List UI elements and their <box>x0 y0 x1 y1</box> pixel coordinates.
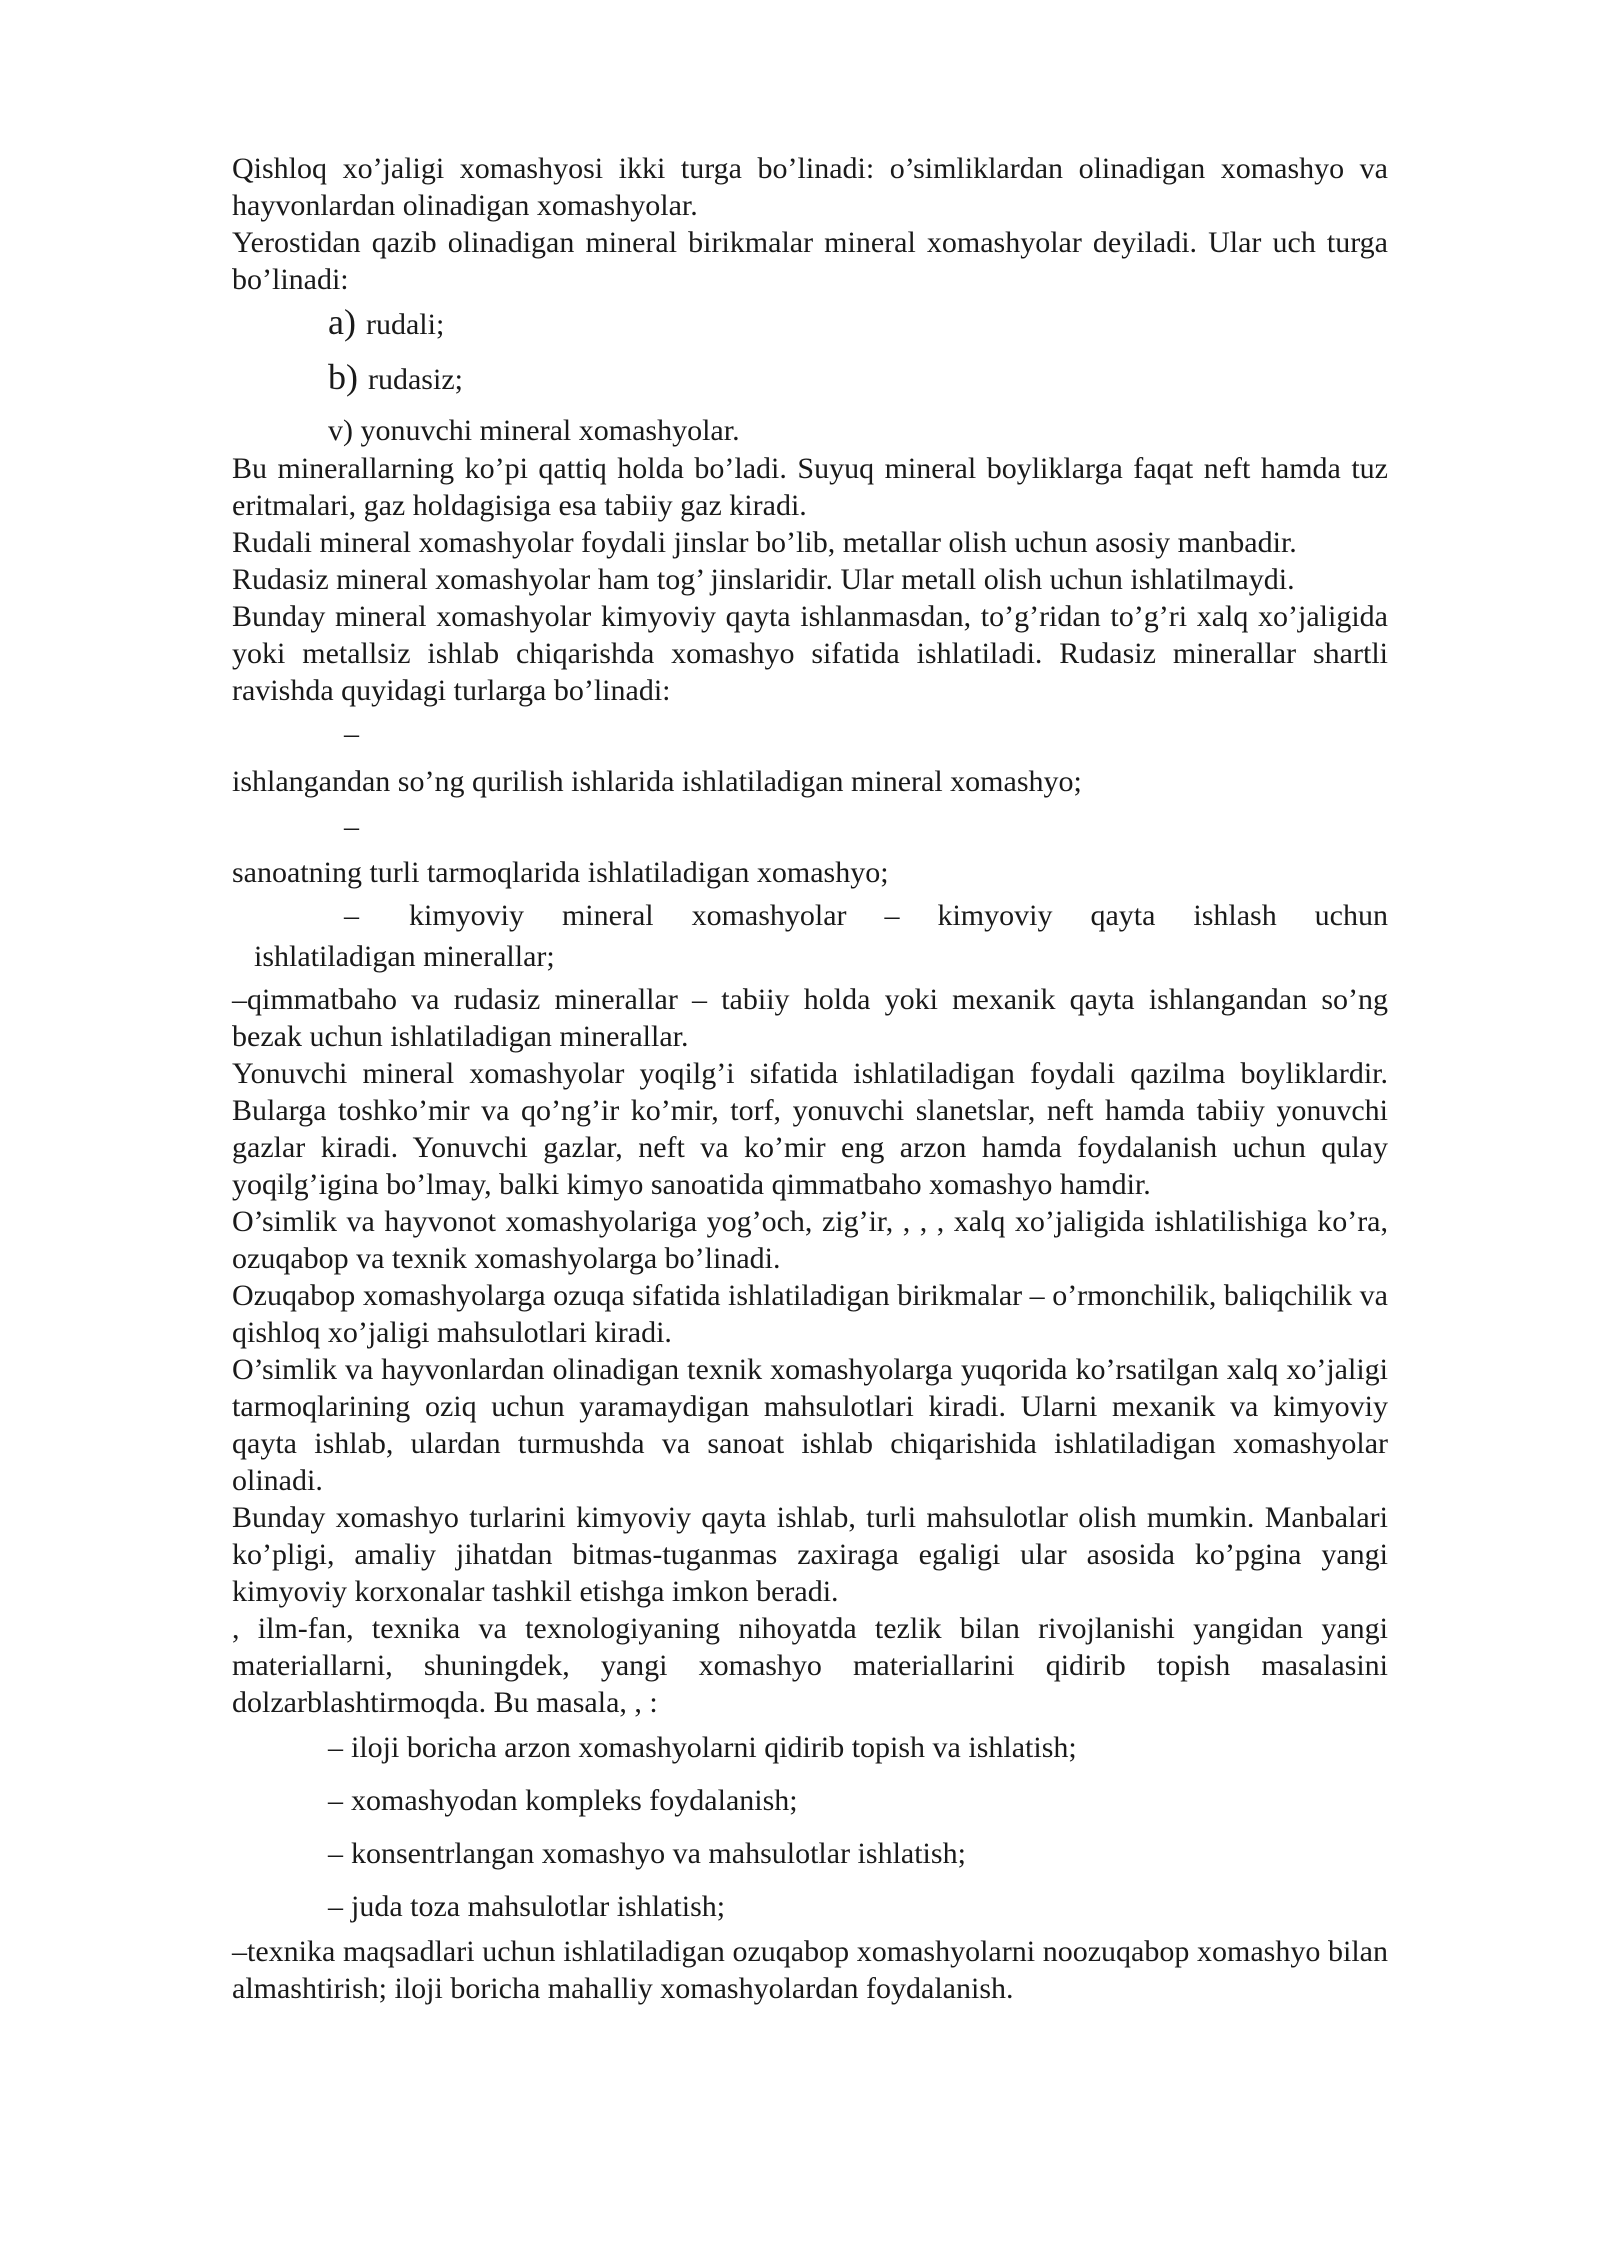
paragraph: Bunday xomashyo turlarini kimyoviy qayta ishlab, turli mahsulotlar olish mumkin. Manbalari ko’pligi, amaliy jihatdan bitmas-tuganmas zaxiraga egaligi ular asosida ko’pgina yangi kimyoviy korxonalar tashkil etishga imkon beradi. <box>232 1501 1388 1608</box>
paragraph: –texnika maqsadlari uchun ishlatiladigan ozuqabop xomashyolarni noozuqabop xomashyo bilan almashtirish; iloji boricha mahalliy xomashyolardan foydalanish. <box>232 1935 1388 2005</box>
paragraph: , ilm-fan, texnika va texnologiyaning nihoyatda tezlik bilan rivojlanishi yangidan yangi materiallarni, shuningdek, yangi xomashyo materiallarini qidirib topish masalasini dolzarblashtirmoqda. Bu masala, , : <box>232 1612 1388 1719</box>
list-text: konsentrlangan xomashyo va mahsulotlar ishlatish; <box>351 1837 966 1870</box>
list-item-b <box>232 357 1388 412</box>
list-marker: a) <box>328 302 356 342</box>
bullet-list <box>232 1721 1388 1933</box>
dash-marker: – <box>328 1731 343 1764</box>
list-item <box>232 1774 1388 1827</box>
list-item-v: v) yonuvchi mineral xomashyolar. <box>328 414 740 447</box>
paragraph: ishlangandan so’ng qurilish ishlarida ishlatiladigan mineral xomashyo; <box>232 765 1082 798</box>
paragraph: Yonuvchi mineral xomashyolar yoqilg’i sifatida ishlatiladigan foydali qazilma boyliklardir. Bularga toshko’mir va qo’ng’ir ko’mir, torf, yonuvchi slanetslar, neft hamda tabiiy yonuvchi gazlar kiradi. Yonuvchi gazlar, neft va ko’mir eng arzon hamda foydalanish uchun qulay yoqilg’igina bo’lmay, balki kimyo sanoatida qimmatbaho xomashyo hamdir. <box>232 1057 1388 1201</box>
paragraph: O’simlik va hayvonlardan olinadigan texnik xomashyolarga yuqorida ko’rsatilgan xalq xo’jaligi tarmoqlarining oziq uchun yaramaydigan mahsulotlari kiradi. Ularni mexanik va kimyoviy qayta ishlab, ulardan turmushda va sanoat ishlab chiqarishida ishlatiladigan xomashyolar olinadi. <box>232 1353 1388 1497</box>
list-item <box>232 1880 1388 1933</box>
paragraph: –qimmatbaho va rudasiz minerallar – tabiiy holda yoki mexanik qayta ishlangandan so’ng bezak uchun ishlatiladigan minerallar. <box>232 983 1388 1053</box>
dash-marker: – <box>344 810 359 843</box>
dash-marker: – <box>328 1837 343 1870</box>
dash-marker: – <box>344 899 359 932</box>
list-text: rudasiz; <box>368 363 463 396</box>
list-item <box>232 1827 1388 1880</box>
paragraph: Rudali mineral xomashyolar foydali jinslar bo’lib, metallar olish uchun asosiy manbadir. <box>232 526 1297 559</box>
dash-marker: – <box>328 1890 343 1923</box>
paragraph: O’simlik va hayvonot xomashyolariga yog’och, zig’ir, , , , xalq xo’jaligida ishlatilishiga ko’ra, ozuqabop va texnik xomashyolarga bo’linadi. <box>232 1205 1388 1275</box>
list-text: xomashyodan kompleks foydalanish; <box>351 1784 798 1817</box>
dash-marker: – <box>344 717 359 750</box>
list-text-continued: ishlatiladigan minerallar; <box>254 940 555 973</box>
list-item-chemical <box>232 891 1388 934</box>
paragraph: Bu minerallarning ko’pi qattiq holda bo’ladi. Suyuq mineral boyliklarga faqat neft hamda tuz eritmalari, gaz holdagisiga esa tabiiy gaz kiradi. <box>232 452 1388 522</box>
dash-marker: – <box>328 1784 343 1817</box>
list-text: iloji boricha arzon xomashyolarni qidirib topish va ishlatish; <box>351 1731 1077 1764</box>
list-item <box>232 1721 1388 1774</box>
list-text: juda toza mahsulotlar ishlatish; <box>351 1890 726 1923</box>
paragraph: Qishloq xo’jaligi xomashyosi ikki turga bo’linadi: o’simliklardan olinadigan xomashyo va hayvonlardan olinadigan xomashyolar. <box>232 152 1388 222</box>
paragraph: Bunday mineral xomashyolar kimyoviy qayta ishlanmasdan, to’g’ridan to’g’ri xalq xo’jaligida yoki metallsiz ishlab chiqarishda xomashyo sifatida ishlatiladi. Rudasiz minerallar shartli ravishda quyidagi turlarga bo’linadi: <box>232 600 1388 707</box>
paragraph: Yerostidan qazib olinadigan mineral birikmalar mineral xomashyolar deyiladi. Ular uch turga bo’linadi: <box>232 226 1388 296</box>
list-text: kimyoviy mineral xomashyolar – kimyoviy qayta ishlash uchun <box>409 899 1388 932</box>
paragraph: sanoatning turli tarmoqlarida ishlatiladigan xomashyo; <box>232 856 889 889</box>
list-item-a <box>232 298 1388 357</box>
document-page <box>232 150 1388 2007</box>
paragraph: Rudasiz mineral xomashyolar ham tog’ jinslaridir. Ular metall olish uchun ishlatilmaydi. <box>232 563 1295 596</box>
list-text: rudali; <box>365 308 445 341</box>
list-marker: b) <box>328 357 358 397</box>
paragraph: Ozuqabop xomashyolarga ozuqa sifatida ishlatiladigan birikmalar – o’rmonchilik, baliqchilik va qishloq xo’jaligi mahsulotlari kiradi. <box>232 1279 1388 1349</box>
